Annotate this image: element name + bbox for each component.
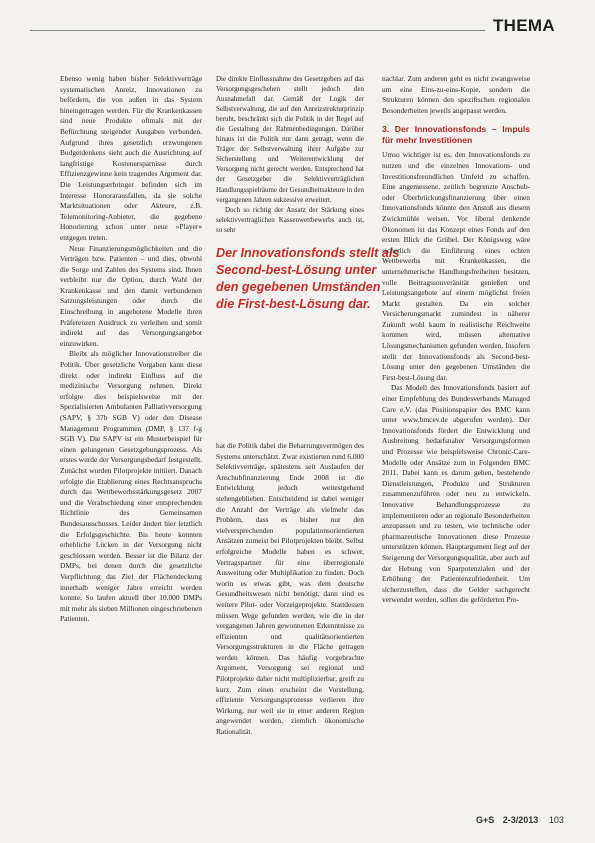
column-middle-bottom [216,441,364,738]
paragraph: Neue Finanzierungsmöglichkeiten und die Verträgen bzw. Patienten – und dies, obwohl die Sorge und Zahlen des Systems sind. Ihnen verbleibt nur die Option, durch Wahl der Krankenkasse und den damit verbundenen Satzungsleistungen oder durch die Einschreibung in angebotene Modelle ihren Präferenzen Ausdruck zu verleihen und somit indirekt auf das Versorgungsangebot einzuwirken. [60,243,202,348]
column-right [382,74,530,606]
section-subheading: 3. Der Innovationsfonds – Impuls für mehr Investitionen [382,124,530,146]
paragraph: Doch so richtig der Ansatz der Stärkung eines selektivvertraglichen Kassenwettbewerbs auch ist, so sehr [216,205,364,234]
paragraph: Das Modell des Innovationsfonds basiert auf einer Empfehlung des Bundesverbands Managed Care e.V. (das Positionspapier des BMC kann unter www.bmcev.de abgerufen werden). Der Innovationsfonds fördert die Entwicklung und Ausbreitung bedarfsnaher Versorgungsformen und Prozesse wie beispielsweise Chronic-Care-Modelle oder Ansätze zum in Folgenden BMC 2011. Dabei kann es darum gehen, bestehende Dienstleistungen, Produkte und Strukturen zusammenzuführen oder neu zu entwickeln. Innovative Behandlungsprozesse zu implementieren oder an regionale Besonderheiten anzupassen und zu testen, wie technische oder pharmazeutische Innovationen diese Prozesse unterstützen können. Hauptargument liegt auf der Steigerung der Versorgungsqualität, aber auch auf der Hebung von Sparpotenzialen und der Erhöhung der Patientenzufriedenheit. Um sicherzustellen, dass die Gelder sachgerecht verwendet werden, sollen die geförderten Pro- [382,383,530,605]
journal-name: G+S [476,815,495,825]
section-title: THEMA [493,16,555,35]
paragraph: Umso wichtiger ist es, den Innovationsfonds zu nutzen und die einzelnen Innovations- und Investitionsfreundlichen Umfeld zu schaffen. Eine angemessene, zeitlich begrenzte Anschub- oder Überbrückungsfinanzierung über einen Innovationsfonds könnte den Anstoß aus diesem Zwickmühle weisen. Vor liberal denkende Ökonomen ist das Konzept eines Fonds auf den ersten Blick die Grübel. Der Königsweg wäre sicherlich die Einführung eines echten Wettbewerbs mit Krankenkassen, die unternehmerische Handlungsfreiheiten besitzen, volle Beitragssouveränität genießen und Leistungsangebote auf einem möglichst freien Markt gestalten. Da ein solcher Versicherungsmarkt zumindest in näherer Zukunft wohl kaum in realistische Reichweite kommen wird, müssen alternative Lösungsmechanismen gefunden werden. Insofern stellt der Innovationsfonds als Second-best-Lösung unter den gegebenen Umständen die First-best-Lösung dar. [382,150,530,382]
paragraph: Ebenso wenig haben bisher Selektivverträge systematischen Anreiz, Innovationen zu befördern, die von außen in das System hineingetragen werden. Für die Krankenkassen sind neue Produkte oftmals mit der Befürchtung steigender Ausgaben verbunden. Aufgrund ihres gesetzlich erzwungenen Budgetdenkens sieht auch die Ausrichtung auf langfristige Kostenersparnisse durch Effizienzgewinne kein tragendes Argument dar. Die Leistungserbringer befinden sich im Interesse Honorarausfallen, da sie solche Marktsituationen oder Akteure, z.B. Telemonitoring-Anbieter, die gegebene Honorierung schon unter neue »Player« entgegen treten. [60,74,202,242]
paragraph: nachlar. Zum anderen geht es nicht zwangsweise um eine Eins-zu-eins-Kopie, sondern die Strukturen können den spezifischen regionalen Besonderheiten jeweils angepasst werden. [382,74,530,115]
pull-quote: Der Innovationsfonds stellt als Second-best-Lösung unter den gegebenen Umständen die First-best-Lösung dar. [216,246,400,311]
issue-number: 2-3/2013 [502,815,539,825]
page-number: 103 [548,815,564,825]
paragraph: Bleibt als möglicher Innovationstreiber die Politik. Über gesetzliche Vorgaben kann diese direkt oder indirekt Einfluss auf die medizinische Versorgung nehmen. Direkt erfolgte dies beispielsweise mit der Spezialisierten Ambulanten Palliativversorgung (SAPV, § 37b SGB V) oder den Disease Management Programmen (DMP, § 137 f-g SGB V). Die SAPV ist ein Musterbeispiel für einen gelungenen Gesetzgebungsprozess. Als erstes wurde der Versorgungsbedarf festgestellt. Zunächst wurden Pilotprojekte initiiert. Danach erfolgte die Etablierung eines Rechtsanspruchs durch das Wettbewerbsstärkungsgesetz 2007 und die Verabschiedung einer entsprechenden Richtlinie des Gemeinsamen Bundesausschusses. Leider ändert hier letztlich die Erfolgsgeschichte. Bis heute konnten erhebliche Lücken in der Versorgung nicht geschlossen werden. Besser ist die Bilanz der DMPs, bei denen durch die gesetzliche Verpflichtung das Ziel der Flächendeckung innerhalb weniger Jahre erreicht werden konnte. So laufen aktuell über 10.000 DMPs mit mehr als sieben Millionen eingeschriebenen Patienten. [60,349,202,624]
paragraph: hat die Politik dabei die Beharrungsvermögen des Systems unterschätzt. Zwar existierten rund 6.000 Selektivverträge, spätestens seit Auslaufen der Anschubfinanzierung Ende 2008 ist die Entwicklung jedoch weitestgehend stehengeblieben. Entscheidend ist dabei weniger die Anzahl der Verträge als vielmehr das Problem, dass es bisher nur den vielversprechenden populationsorientierten Ansätzen zumeist bei Pilotprojekten bleibt. Selbst erfolgreiche Modelle haben es schwer, Vertragspartner für eine überregionale Ausweitung oder Multiplikation zu finden. Doch worin es etwas gibt, was dem deutsche Gesundheitswesen nicht benötigt, dann sind es weitere Pilot- oder Vorzeigeprojekte. Stattdessen müssen Wege gefunden werden, wie die in der vergangenen Jahren gewonnenen Erkenntnisse zu effizienten und qualitätsorientierten Versorgungsstrukturen in die Fläche getragen werden können. Das häufig vorgebrachte Argument, Versorgung sei regional und Pilotprojekte daher nicht multiplizierbar, greift zu kurz. Zum einen erscheint die Vorstellung, effiziente Versorgungsprozesse verlieren ihre Wirkung, nur weil sie in einer anderen Region angewendet werden, ziemlich ökonomische Rationalität. [216,441,364,737]
page-footer [476,815,564,825]
column-middle-top [216,74,364,235]
paragraph: Die direkte Einflussnahme des Gesetzgebers auf das Versorgungsgeschehen stellt jedoch den Ausnahmefall dar. Gemäß der Logik der Selbstverwaltung, die auf den Anreizstrukturprinzip beruht, beschränkt sich die Politik in der Regel auf die Gestaltung der Rahmenbedingungen. Darüber hinaus ist die Politik nur dann getragt, wenn die Träger der Selbstverwaltung ihrer Aufgabe zur Sicherstellung und Weiterentwicklung der Versorgung nicht gerecht werden. Entsprechend hat der Gesetzgeber die Selektivverträglichen Handlungsspielräume der Gesundheitsakteure in den vergangenen Jahren sukzessive erweitert. [216,75,364,204]
header-rule [30,30,485,31]
column-left [60,74,202,625]
